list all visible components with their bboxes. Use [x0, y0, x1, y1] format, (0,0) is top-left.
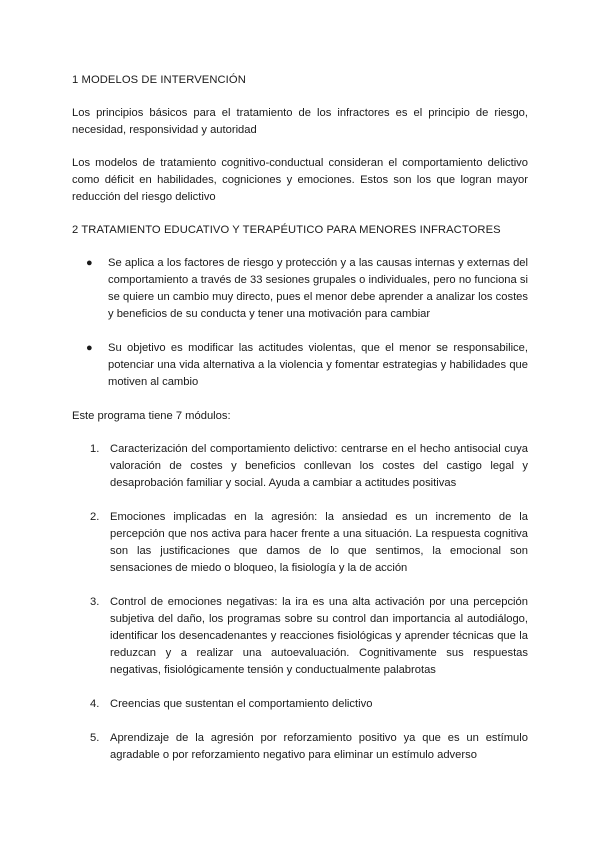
modules-list [72, 441, 528, 764]
module-number: 5. [90, 732, 100, 744]
module-item [72, 594, 528, 679]
bullet-item [72, 340, 528, 391]
bullet-icon: ● [86, 257, 93, 269]
principles-paragraph: Los principios básicos para el tratamiento de los infractores es el principio de riesgo, necesidad, responsividad y autoridad [72, 107, 528, 136]
module-number: 1. [90, 443, 100, 455]
modules-intro: Este programa tiene 7 módulos: [72, 410, 231, 422]
bullet-list [72, 255, 528, 391]
module-text: Creencias que sustentan el comportamiento delictivo [110, 698, 373, 710]
module-number: 4. [90, 698, 100, 710]
cognitive-behavioral-paragraph: Los modelos de tratamiento cognitivo-conductual consideran el comportamiento delictivo como déficit en habilidades, cogniciones y emociones. Estos son los que logran mayor reducción del riesgo delictivo [72, 157, 528, 203]
section-1-heading: 1 MODELOS DE INTERVENCIÓN [72, 74, 246, 86]
bullet-text: Su objetivo es modificar las actitudes violentas, que el menor se responsabilice, potenciar una vida alternativa a la violencia y fomentar estrategias y habilidades que motiven al cambio [108, 342, 528, 388]
module-text: Emociones implicadas en la agresión: la ansiedad es un incremento de la percepción que nos activa para hacer frente a una situación. La respuesta cognitiva son las justificaciones que damos de lo que sentimos, la emocional son sensaciones de miedo o bloqueo, la fisiología y la de acción [110, 511, 528, 574]
module-text: Caracterización del comportamiento delictivo: centrarse en el hecho antisocial cuya valoración de costes y beneficios conllevan los costes del castigo legal y desaprobación familiar y social. Ayuda a cambiar a actitudes positivas [110, 443, 528, 489]
bullet-text: Se aplica a los factores de riesgo y protección y a las causas internas y externas del comportamiento a través de 33 sesiones grupales o individuales, pero no funciona si se quiere un cambio muy directo, pues el menor debe aprender a analizar los costes y beneficios de su conducta y tener una motivación para cambiar [108, 257, 528, 320]
module-number: 2. [90, 511, 100, 523]
bullet-icon: ● [86, 342, 93, 354]
module-item [72, 696, 528, 713]
module-item [72, 730, 528, 764]
module-number: 3. [90, 596, 100, 608]
module-item [72, 509, 528, 577]
module-text: Aprendizaje de la agresión por reforzamiento positivo ya que es un estímulo agradable o por reforzamiento negativo para eliminar un estímulo adverso [110, 732, 528, 761]
bullet-item [72, 255, 528, 323]
module-text: Control de emociones negativas: la ira es una alta activación por una percepción subjetiva del daño, los programas sobre su control dan importancia al autodiálogo, identificar los desencadenantes y reacciones fisiológicas y aprender técnicas que la reduzcan y a realizar una autoevaluación. Cognitivamente sus respuestas negativas, fisiológicamente tensión y conductualmente palabrotas [110, 596, 528, 676]
section-2-heading: 2 TRATAMIENTO EDUCATIVO Y TERAPÉUTICO PARA MENORES INFRACTORES [72, 224, 501, 236]
module-item [72, 441, 528, 492]
